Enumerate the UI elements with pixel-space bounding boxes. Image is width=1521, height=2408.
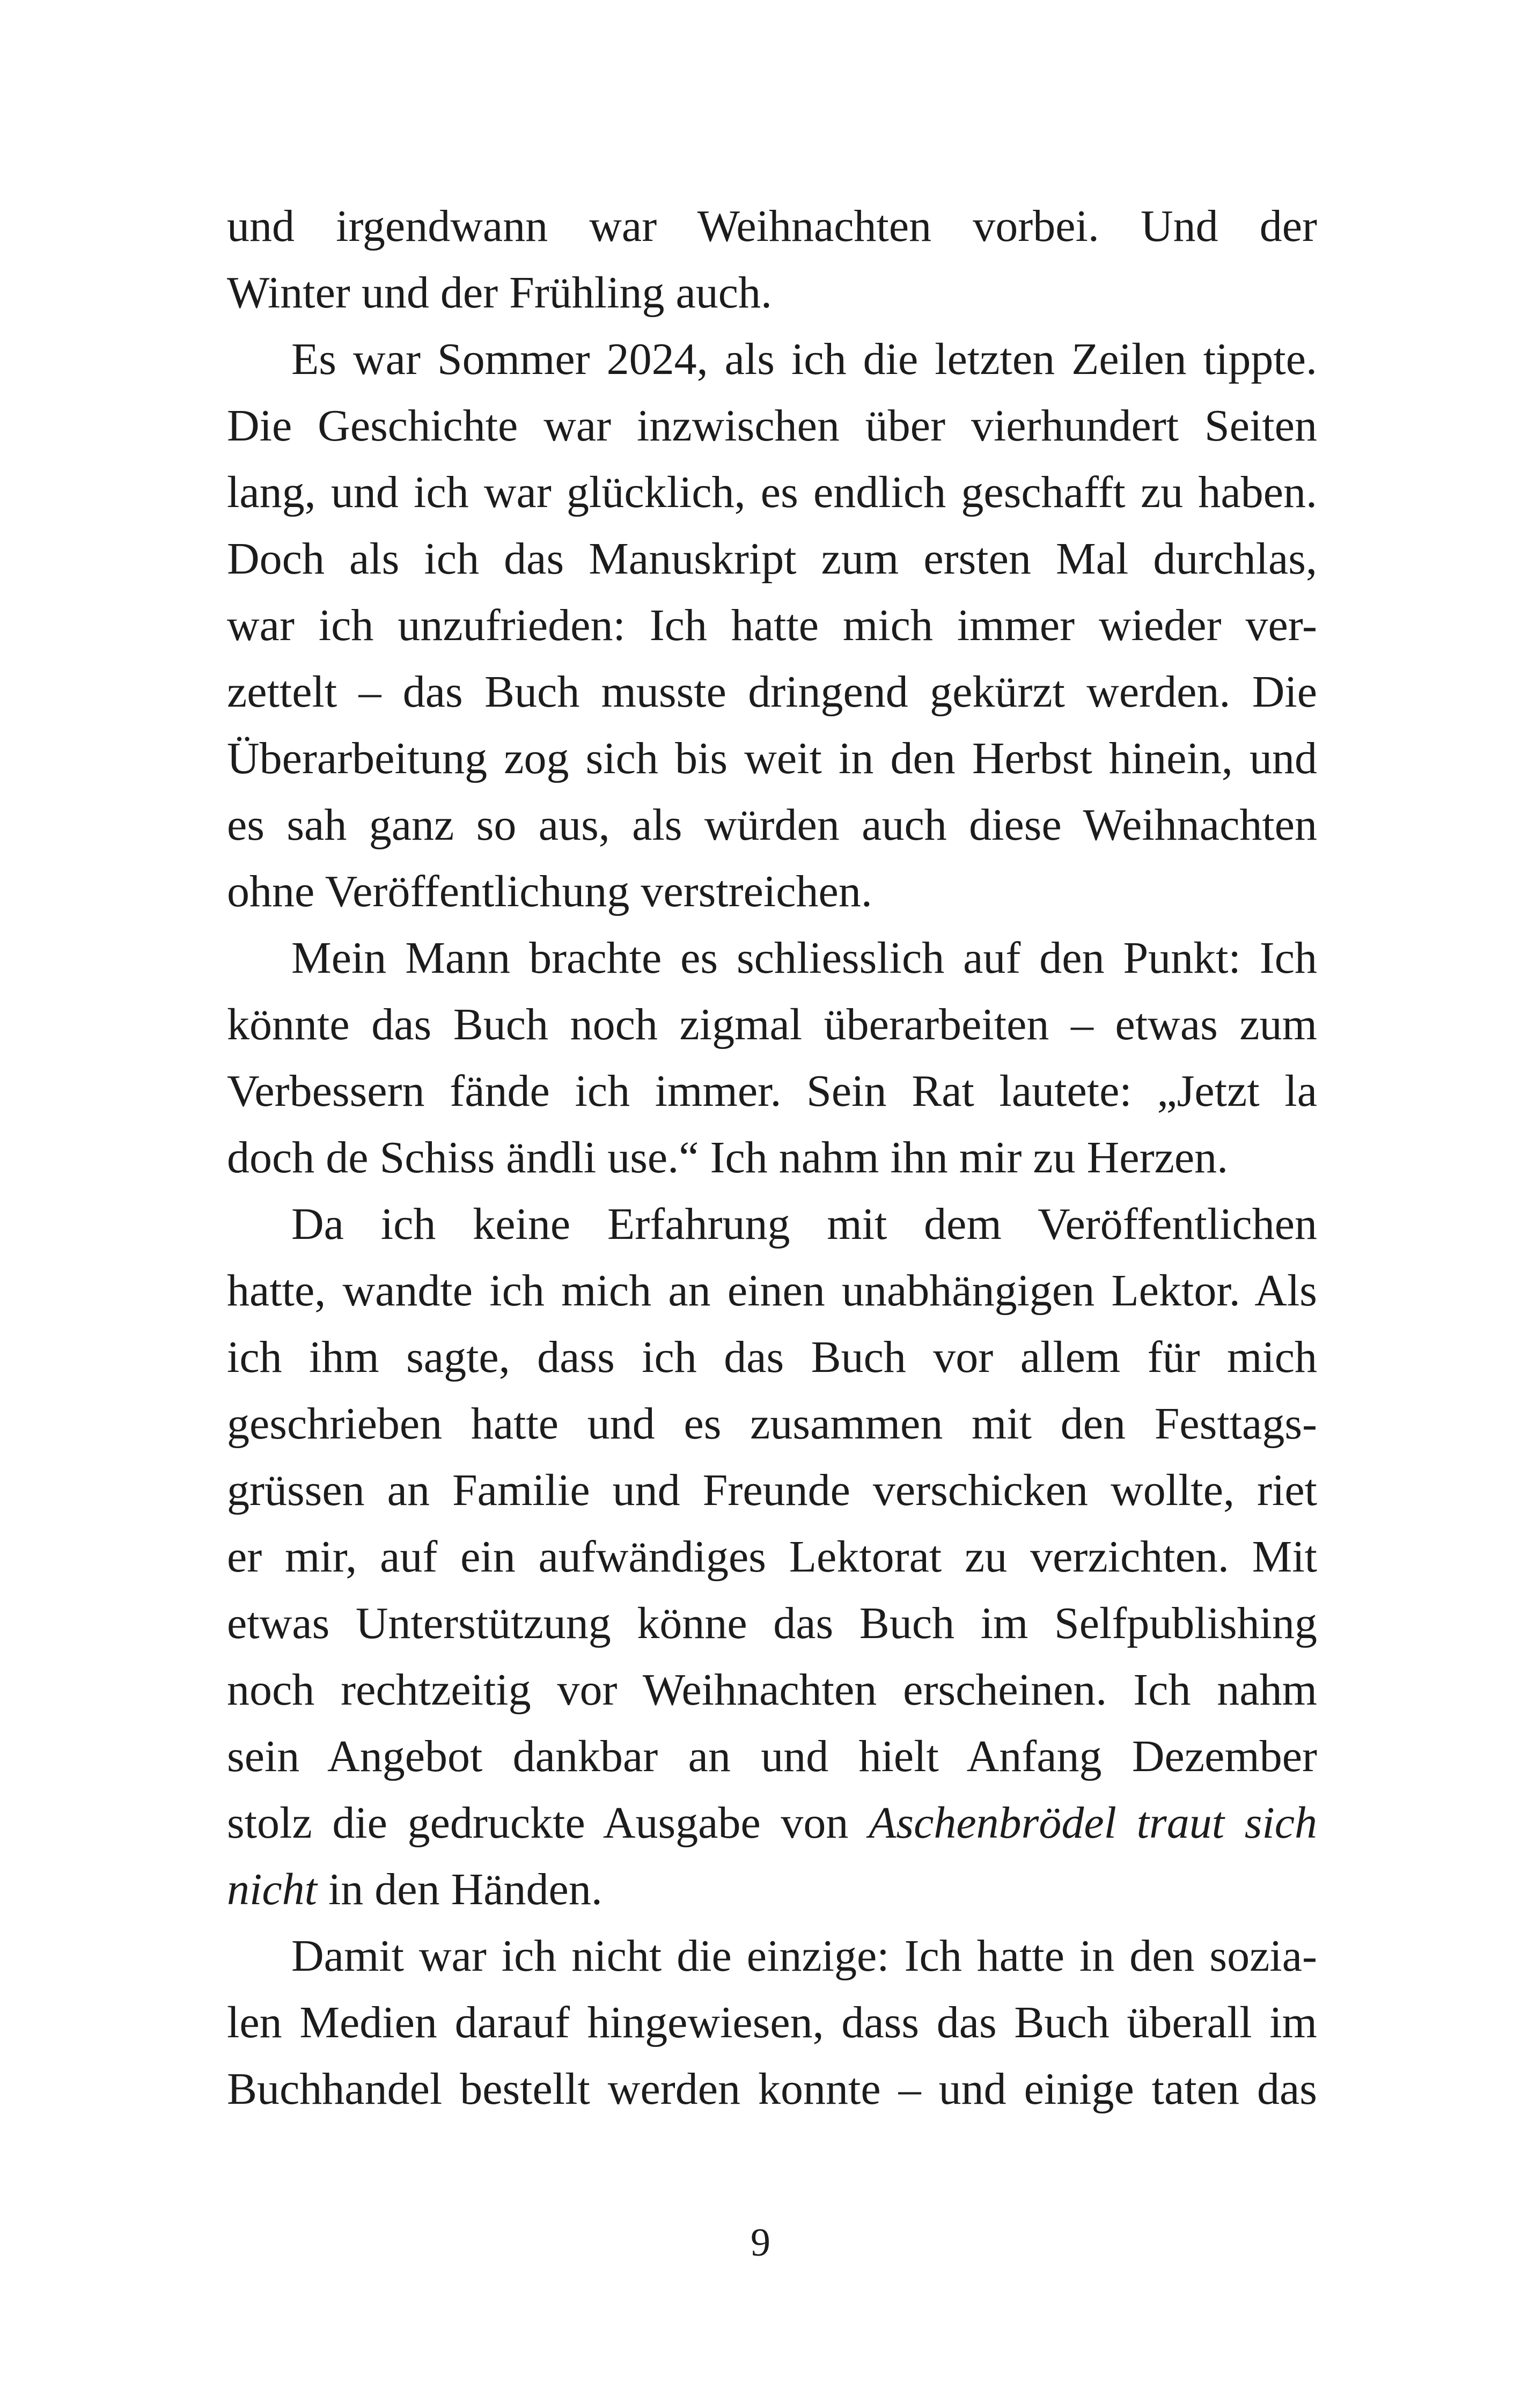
text-line: Da ich keine Erfahrung mit dem Veröffentlichen (291, 1199, 1317, 1249)
text-line: Verbessern fände ich immer. Sein Rat lautete: „Jetzt la (227, 1066, 1317, 1116)
text-line: noch rechtzeitig vor Weihnachten erscheinen. Ich nahm (227, 1665, 1317, 1715)
text-line: Es war Sommer 2024, als ich die letzten Zeilen tippte. (291, 334, 1317, 384)
text-line: len Medien darauf hingewiesen, dass das Buch überall im (227, 1998, 1317, 2047)
book-title-continued: nicht (227, 1864, 317, 1914)
text-line-with-title (227, 1790, 1317, 1856)
text-line: war ich unzufrieden: Ich hatte mich immer wieder ver- (227, 600, 1317, 650)
text-line: sein Angebot dankbar an und hielt Anfang Dezember (227, 1731, 1317, 1781)
text-line: ohne Veröffentlichung verstreichen. (227, 867, 872, 916)
text-line-with-title (227, 1856, 1317, 1923)
paragraph-4 (227, 1191, 1317, 1923)
text-line: zettelt – das Buch musste dringend gekürzt werden. Die (227, 667, 1317, 717)
text-line: Doch als ich das Manuskript zum ersten Mal durchlas, (227, 534, 1317, 584)
paragraph-5 (227, 1923, 1317, 2123)
text-fragment: in den Händen. (328, 1864, 602, 1914)
text-line: und irgendwann war Weihnachten vorbei. Und der (227, 201, 1317, 251)
text-line: ich ihm sagte, dass ich das Buch vor allem für mich (227, 1332, 1317, 1382)
text-fragment: stolz die gedruckte Ausgabe von (227, 1798, 849, 1848)
text-line: geschrieben hatte und es zusammen mit den Festtags- (227, 1399, 1317, 1449)
text-line: doch de Schiss ändli use.“ Ich nahm ihn mir zu Herzen. (227, 1133, 1229, 1183)
text-line: Mein Mann brachte es schliesslich auf den Punkt: Ich (291, 933, 1317, 983)
text-line: er mir, auf ein aufwändiges Lektorat zu verzichten. Mit (227, 1532, 1317, 1582)
text-line: grüssen an Familie und Freunde verschicken wollte, riet (227, 1465, 1317, 1515)
paragraph-3 (227, 925, 1317, 1191)
text-line: es sah ganz so aus, als würden auch diese Weihnachten (227, 800, 1317, 850)
text-line: etwas Unterstützung könne das Buch im Selfpublishing (227, 1598, 1317, 1648)
paragraph-2 (227, 326, 1317, 925)
text-line: hatte, wandte ich mich an einen unabhängigen Lektor. Als (227, 1266, 1317, 1316)
text-line: Damit war ich nicht die einzige: Ich hatte in den sozia- (291, 1931, 1317, 1981)
page-number: 9 (751, 2221, 770, 2265)
text-line: Winter und der Frühling auch. (227, 268, 773, 318)
paragraph-1 (227, 193, 1317, 326)
body-text (227, 193, 1317, 2123)
text-line: könnte das Buch noch zigmal überarbeiten – etwas zum (227, 1000, 1317, 1049)
text-line: Überarbeitung zog sich bis weit in den Herbst hinein, und (227, 733, 1317, 783)
text-line: Die Geschichte war inzwischen über vierhundert Seiten (227, 401, 1317, 451)
text-line: Buchhandel bestellt werden konnte – und einige taten das (227, 2064, 1317, 2114)
book-title: Aschenbrödel traut sich (869, 1798, 1318, 1848)
text-line: lang, und ich war glücklich, es endlich geschafft zu haben. (227, 467, 1317, 517)
